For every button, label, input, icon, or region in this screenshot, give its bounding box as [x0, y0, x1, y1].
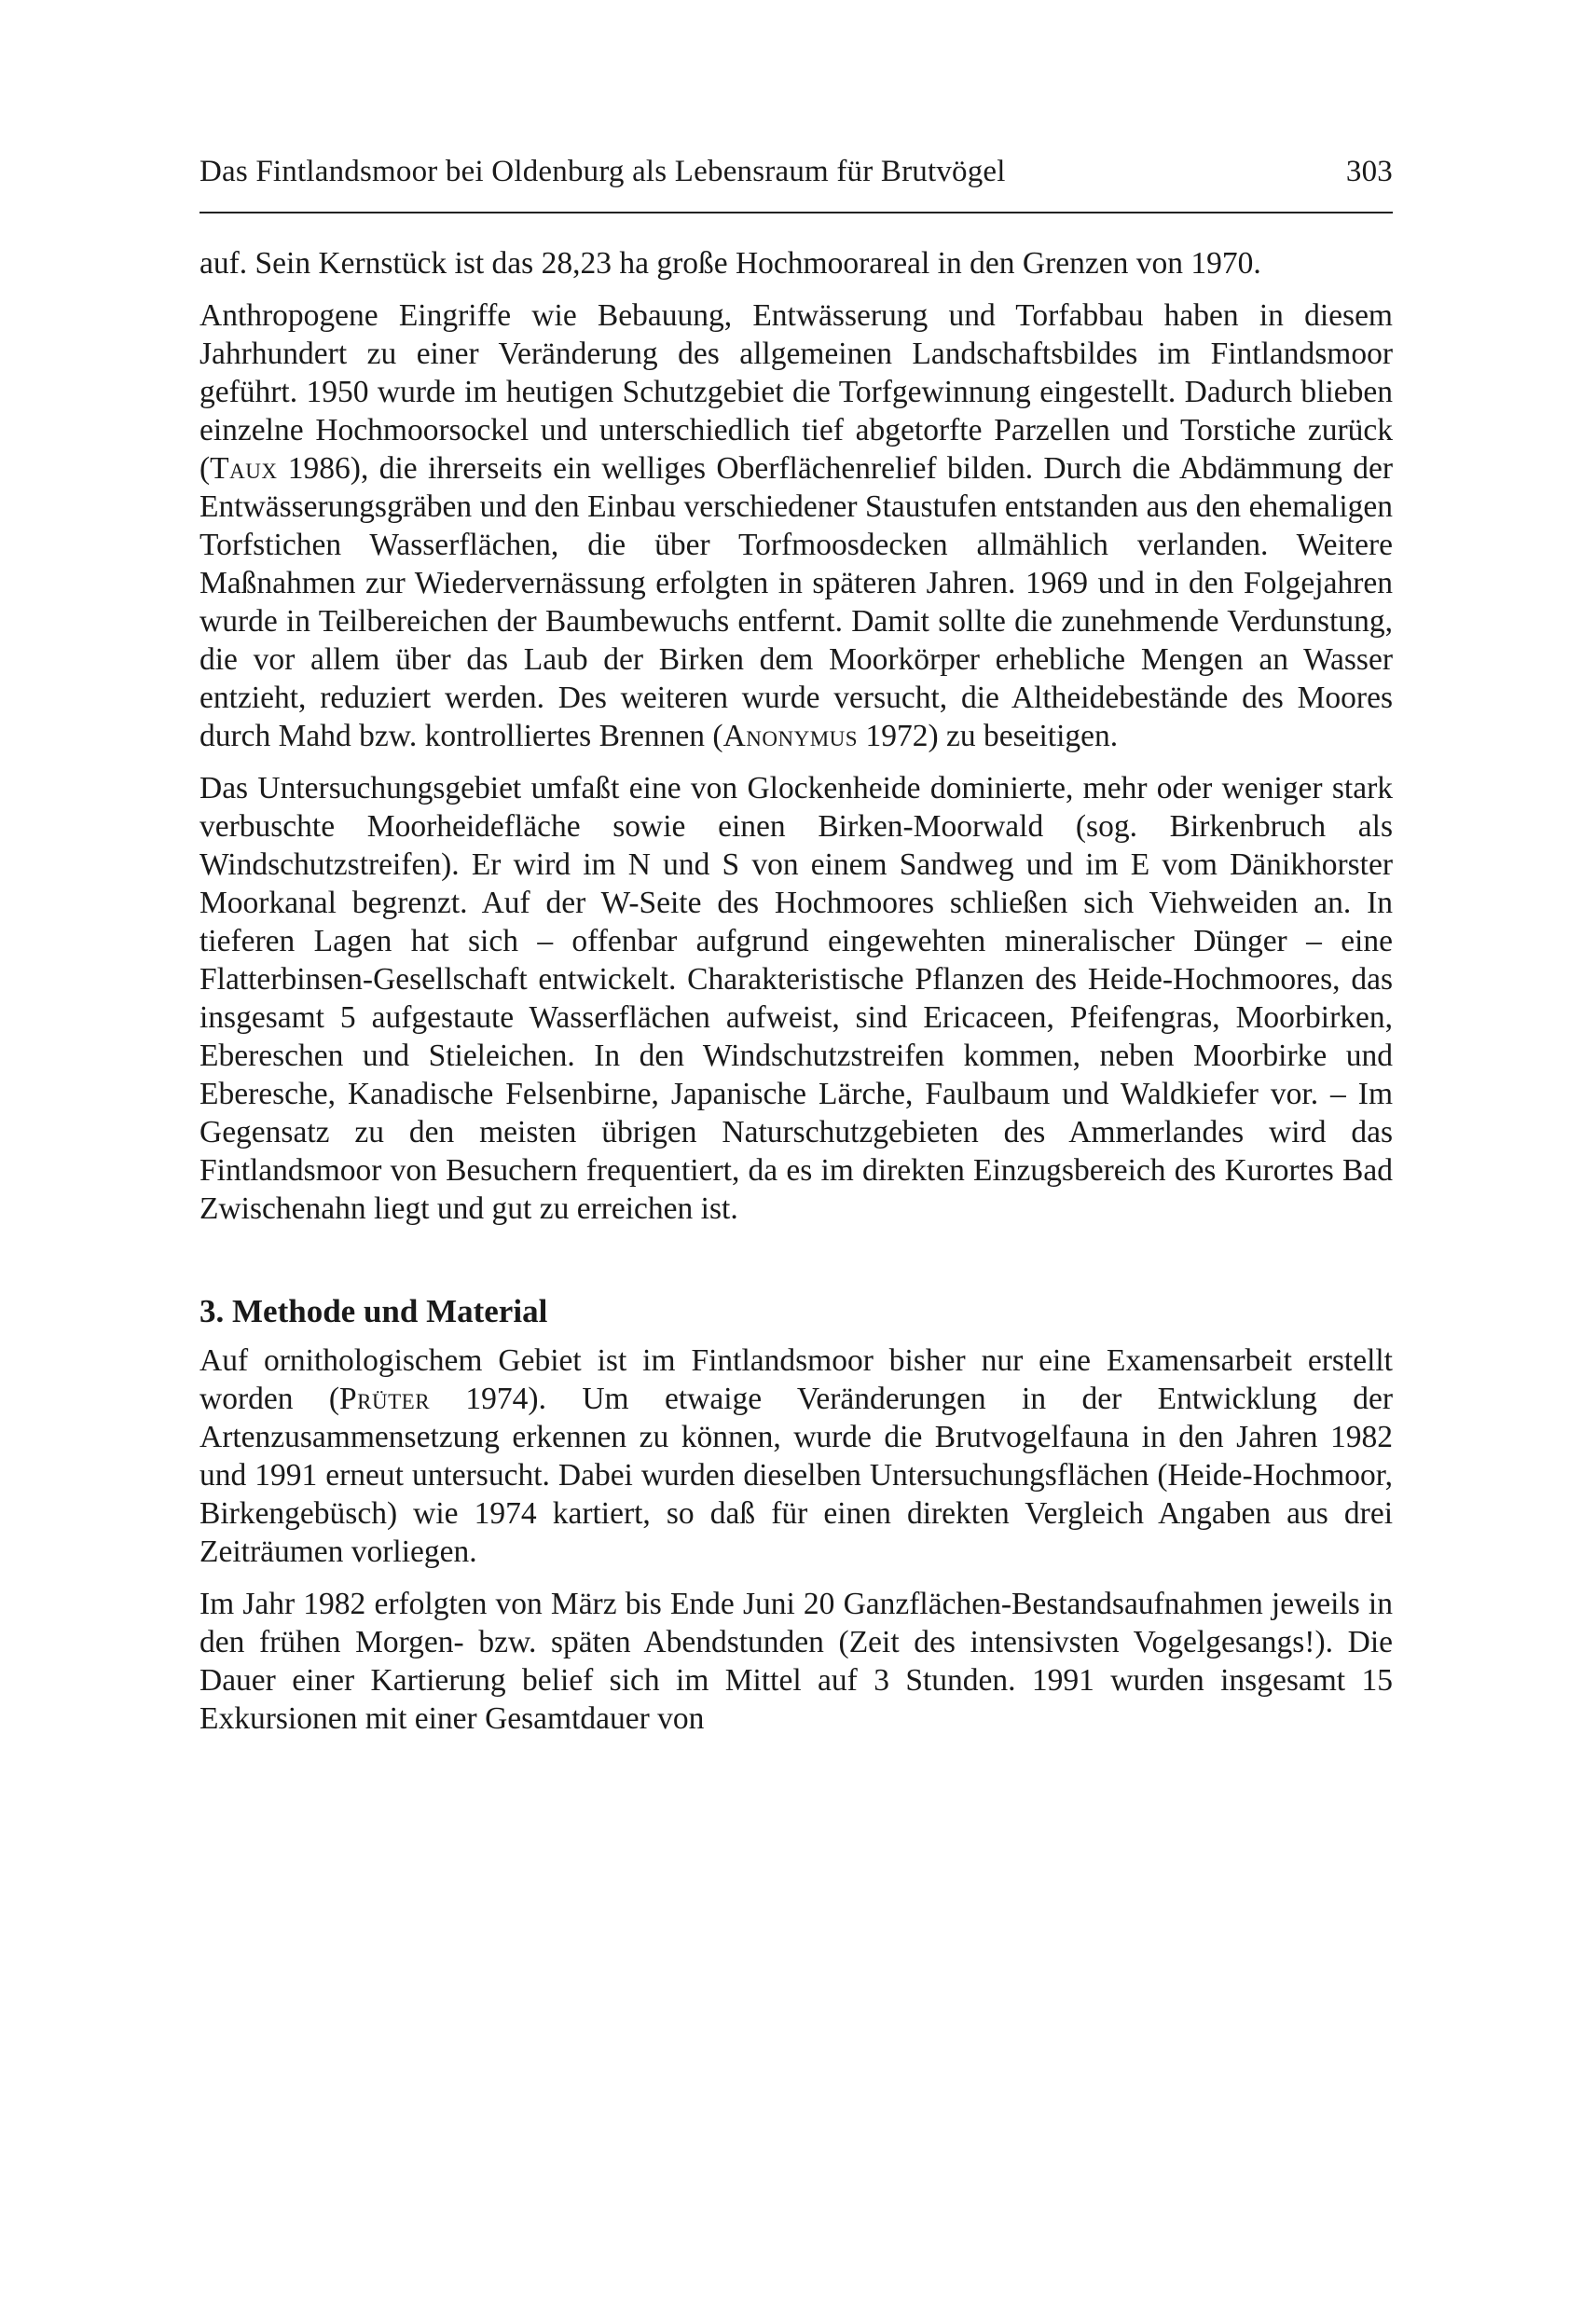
page-number: 303 [1345, 155, 1393, 188]
paragraph-4 [200, 1342, 1393, 1571]
paragraph-5: Im Jahr 1982 erfolgten von März bis Ende Juni 20 Ganzflächen-Bestandsaufnahmen jeweils in den frühen Morgen- bzw. späten Abendstunden (Zeit des intensivsten Vogelgesangs!). Die Dauer einer Kartierung belief sich im Mittel auf 3 Stunden. 1991 wurden insgesamt 15 Exkursionen mit einer Gesamtdauer von [200, 1587, 1393, 1736]
paragraph-1: auf. Sein Kernstück ist das 28,23 ha große Hochmoorareal in den Grenzen von 1970. [200, 246, 1261, 281]
running-header [200, 153, 1393, 190]
paragraph-2 [200, 296, 1393, 755]
citation-anonymus: Anonymus [722, 719, 859, 753]
section-heading: 3. Methode und Material [200, 1293, 548, 1329]
paragraph-2-part-c: 1972) zu beseitigen. [858, 719, 1119, 753]
running-title: Das Fintlandsmoor bei Oldenburg als Lebensraum für Brutvögel [200, 155, 1006, 188]
paragraph-2-part-a: Anthropogene Eingriffe wie Bebauung, Entwässerung und Torfabbau haben in diesem Jahrhundert zu einer Veränderung des allgemeinen Landschaftsbildes im Fintlandsmoor geführt. 1950 wurde im heutigen Schutzgebiet die Torfgewinnung eingestellt. Dadurch blieben einzelne Hochmoorsockel und unterschiedlich tief abgetorfte Parzellen und Torstiche zurück ( [200, 298, 1393, 486]
header-rule [200, 212, 1393, 213]
paragraph-4-part-b: 1974). Um etwaige Veränderungen in der Entwicklung der Artenzusammensetzung erkennen zu können, wurde die Brutvogelfauna in den Jahren 1982 und 1991 erneut untersucht. Dabei wurden dieselben Untersuchungsflächen (Heide-Hochmoor, Birkengebüsch) wie 1974 kartiert, so daß für einen direkten Vergleich Angaben aus drei Zeiträumen vorliegen. [200, 1382, 1393, 1569]
body-text [200, 244, 1393, 1738]
citation-taux: Taux [210, 451, 278, 486]
paragraph-3: Das Untersuchungsgebiet umfaßt eine von Glockenheide dominierte, mehr oder weniger stark verbuschte Moorheidefläche sowie einen Birken-Moorwald (sog. Birkenbruch als Windschutzstreifen). Er wird im N und S von einem Sandweg und im E vom Dänikhorster Moorkanal begrenzt. Auf der W-Seite des Hochmoores schließen sich Viehweiden an. In tieferen Lagen hat sich – offenbar aufgrund eingewehten mineralischer Dünger – eine Flatterbinsen-Gesellschaft entwickelt. Charakteristische Pflanzen des Heide-Hochmoores, das insgesamt 5 aufgestaute Wasserflächen aufweist, sind Ericaceen, Pfeifengras, Moorbirken, Ebereschen und Stieleichen. In den Windschutzstreifen kommen, neben Moorbirke und Eberesche, Kanadische Felsenbirne, Japanische Lärche, Faulbaum und Waldkiefer vor. – Im Gegensatz zu den meisten übrigen Naturschutzgebieten des Ammerlandes wird das Fintlandsmoor von Besuchern frequentiert, da es im direkten Einzugsbereich des Kurortes Bad Zwischenahn liegt und gut zu erreichen ist. [200, 771, 1393, 1226]
paragraph-4-part-a: Auf ornithologischem Gebiet ist im Fintlandsmoor bisher nur eine Examensarbeit erstellt worden ( [200, 1343, 1393, 1416]
citation-prueter: Prüter [339, 1382, 431, 1416]
paragraph-2-part-b: 1986), die ihrerseits ein welliges Oberflächenrelief bilden. Durch die Abdämmung der Entwässerungsgräben und den Einbau verschiedener Staustufen entstanden aus den ehemaligen Torfstichen Wasserflächen, die über Torfmoosdecken allmählich verlanden. Weitere Maßnahmen zur Wiedervernässung erfolgten in späteren Jahren. 1969 und in den Folgejahren wurde in Teilbereichen der Baumbewuchs entfernt. Damit sollte die zunehmende Verdunstung, die vor allem über das Laub der Birken dem Moorkörper erhebliche Mengen an Wasser entzieht, reduziert werden. Des weiteren wurde versucht, die Altheidebestände des Moores durch Mahd bzw. kontrolliertes Brennen ( [200, 451, 1393, 753]
